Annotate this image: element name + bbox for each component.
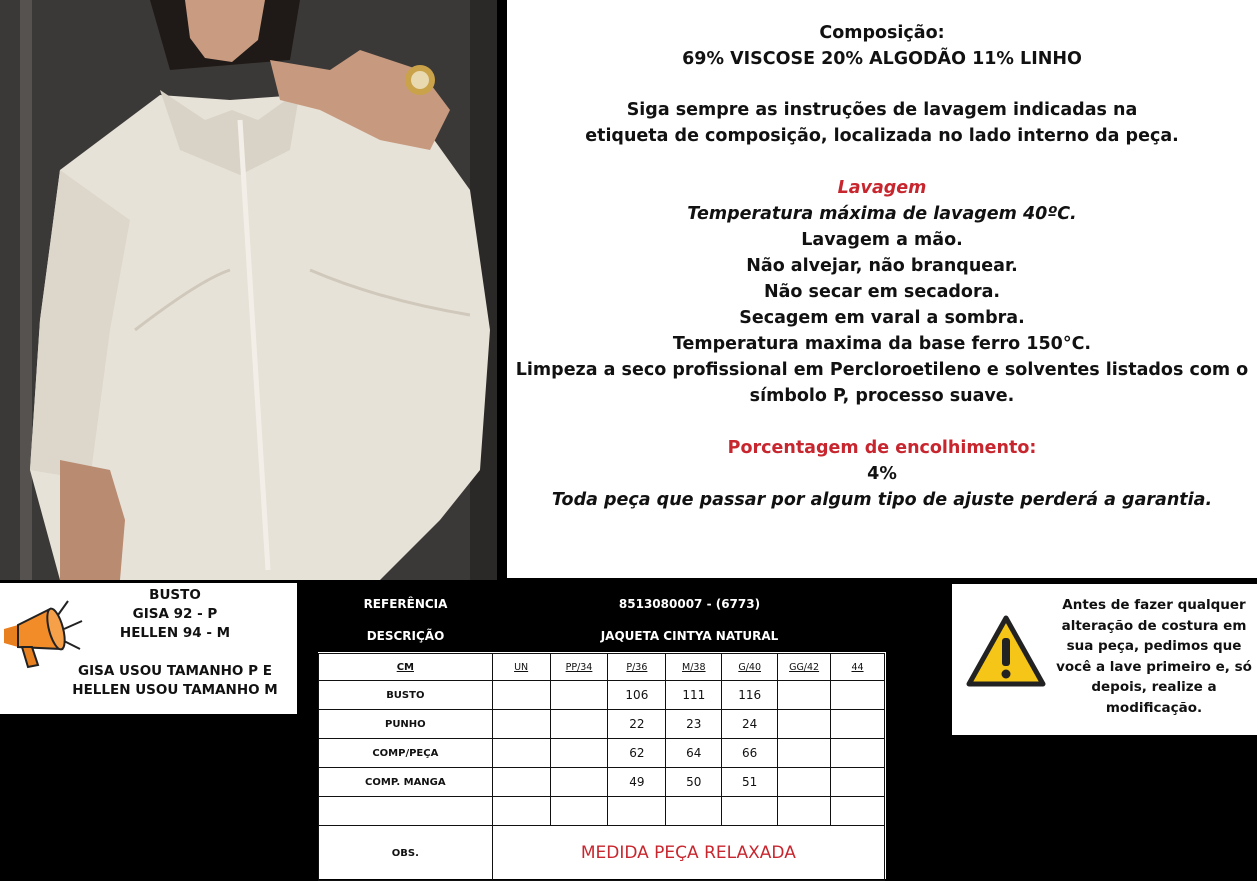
- warning-line: alteração de costura em: [1061, 617, 1247, 634]
- column-header: CM: [319, 654, 493, 681]
- wash-item: Temperatura máxima de lavagem 40ºC.: [687, 204, 1077, 224]
- row-label: BUSTO: [319, 681, 493, 710]
- table-header-row: [319, 654, 885, 681]
- description-row: [318, 620, 886, 652]
- table-cell: [492, 768, 550, 797]
- row-label: COMP. MANGA: [319, 768, 493, 797]
- busto-line: GISA USOU TAMANHO P E: [78, 663, 272, 679]
- table-cell: [778, 710, 831, 739]
- table-cell: [831, 797, 885, 826]
- warning-text: [1055, 595, 1253, 718]
- obs-label: OBS.: [319, 826, 493, 881]
- column-header: 44: [831, 654, 885, 681]
- warning-line: sua peça, pedimos que: [1066, 638, 1242, 654]
- measurements-table: [318, 653, 885, 881]
- warning-line: modificação.: [1105, 699, 1203, 716]
- table-cell: 50: [666, 768, 722, 797]
- table-cell: [550, 768, 608, 797]
- table-cell: [492, 710, 550, 739]
- wash-item: Limpeza a seco profissional em Percloroetileno e solventes listados com o: [515, 360, 1249, 380]
- table-cell: [778, 797, 831, 826]
- wash-item: Temperatura maxima da base ferro 150°C.: [672, 334, 1092, 354]
- wash-title: Lavagem: [837, 178, 927, 198]
- table-cell: [666, 797, 722, 826]
- row-label: PUNHO: [319, 710, 493, 739]
- composition-title: Composição:: [819, 23, 945, 43]
- table-cell: [831, 768, 885, 797]
- wash-item: Não secar em secadora.: [763, 282, 1001, 302]
- column-header: PP/34: [550, 654, 608, 681]
- warning-line: depois, realize a: [1091, 679, 1217, 695]
- table-cell: 64: [666, 739, 722, 768]
- table-cell: [608, 797, 666, 826]
- product-photo: [0, 0, 497, 580]
- warranty-note: Toda peça que passar por algum tipo de ajuste perderá a garantia.: [551, 490, 1213, 510]
- row-label: COMP/PEÇA: [319, 739, 493, 768]
- instructions-line-2: etiqueta de composição, localizada no lado interno da peça.: [585, 126, 1179, 146]
- shrink-title: Porcentagem de encolhimento:: [727, 438, 1037, 458]
- busto-line: GISA 92 - P: [132, 606, 218, 622]
- description-label: DESCRIÇÃO: [366, 629, 445, 643]
- warning-icon: [965, 614, 1047, 690]
- obs-value: MEDIDA PEÇA RELAXADA: [492, 826, 884, 881]
- table-cell: 24: [722, 710, 778, 739]
- table-cell: [722, 797, 778, 826]
- composition-value: 69% VISCOSE 20% ALGODÃO 11% LINHO: [682, 49, 1082, 69]
- table-cell: [831, 739, 885, 768]
- table-cell: [831, 710, 885, 739]
- column-header: G/40: [722, 654, 778, 681]
- column-header: UN: [492, 654, 550, 681]
- warning-line: você a lave primeiro e, só: [1056, 658, 1252, 675]
- wash-item: Secagem em varal a sombra.: [739, 308, 1025, 328]
- table-cell: 51: [722, 768, 778, 797]
- busto-title: BUSTO: [149, 587, 201, 603]
- table-cell: 23: [666, 710, 722, 739]
- size-table: [318, 588, 886, 879]
- table-cell: [492, 739, 550, 768]
- table-row: [319, 710, 885, 739]
- table-cell: 49: [608, 768, 666, 797]
- table-cell: 66: [722, 739, 778, 768]
- table-cell: 106: [608, 681, 666, 710]
- table-cell: 62: [608, 739, 666, 768]
- obs-row: [319, 826, 885, 881]
- table-cell: [550, 739, 608, 768]
- wash-item: Não alvejar, não branquear.: [746, 256, 1018, 276]
- care-instructions-panel: [507, 0, 1257, 578]
- table-cell: [550, 797, 608, 826]
- table-cell: [550, 681, 608, 710]
- table-cell: [492, 681, 550, 710]
- table-cell: [550, 710, 608, 739]
- wash-item: símbolo P, processo suave.: [749, 386, 1015, 406]
- reference-row: [318, 588, 886, 620]
- table-row: [319, 739, 885, 768]
- busto-line: HELLEN 94 - M: [119, 625, 231, 641]
- reference-label: REFERÊNCIA: [363, 597, 448, 611]
- table-cell: 22: [608, 710, 666, 739]
- alteration-warning-box: [952, 584, 1257, 735]
- table-cell: [778, 768, 831, 797]
- model-wearing-jacket: [0, 0, 497, 580]
- table-cell: [778, 739, 831, 768]
- table-cell: 111: [666, 681, 722, 710]
- model-size-box: [0, 583, 297, 714]
- table-row: [319, 797, 885, 826]
- column-header: GG/42: [778, 654, 831, 681]
- table-cell: [492, 797, 550, 826]
- wash-item: Lavagem a mão.: [801, 230, 963, 250]
- shrink-value: 4%: [867, 464, 897, 484]
- instructions-line-1: Siga sempre as instruções de lavagem indicadas na: [626, 100, 1138, 120]
- column-header: P/36: [608, 654, 666, 681]
- column-header: M/38: [666, 654, 722, 681]
- row-label: [319, 797, 493, 826]
- table-row: [319, 681, 885, 710]
- table-cell: 116: [722, 681, 778, 710]
- table-row: [319, 768, 885, 797]
- table-cell: [778, 681, 831, 710]
- busto-line: HELLEN USOU TAMANHO M: [72, 682, 278, 698]
- table-cell: [831, 681, 885, 710]
- warning-line: Antes de fazer qualquer: [1062, 597, 1246, 613]
- reference-value: 8513080007 - (6773): [618, 597, 761, 611]
- description-value: JAQUETA CINTYA NATURAL: [600, 629, 779, 643]
